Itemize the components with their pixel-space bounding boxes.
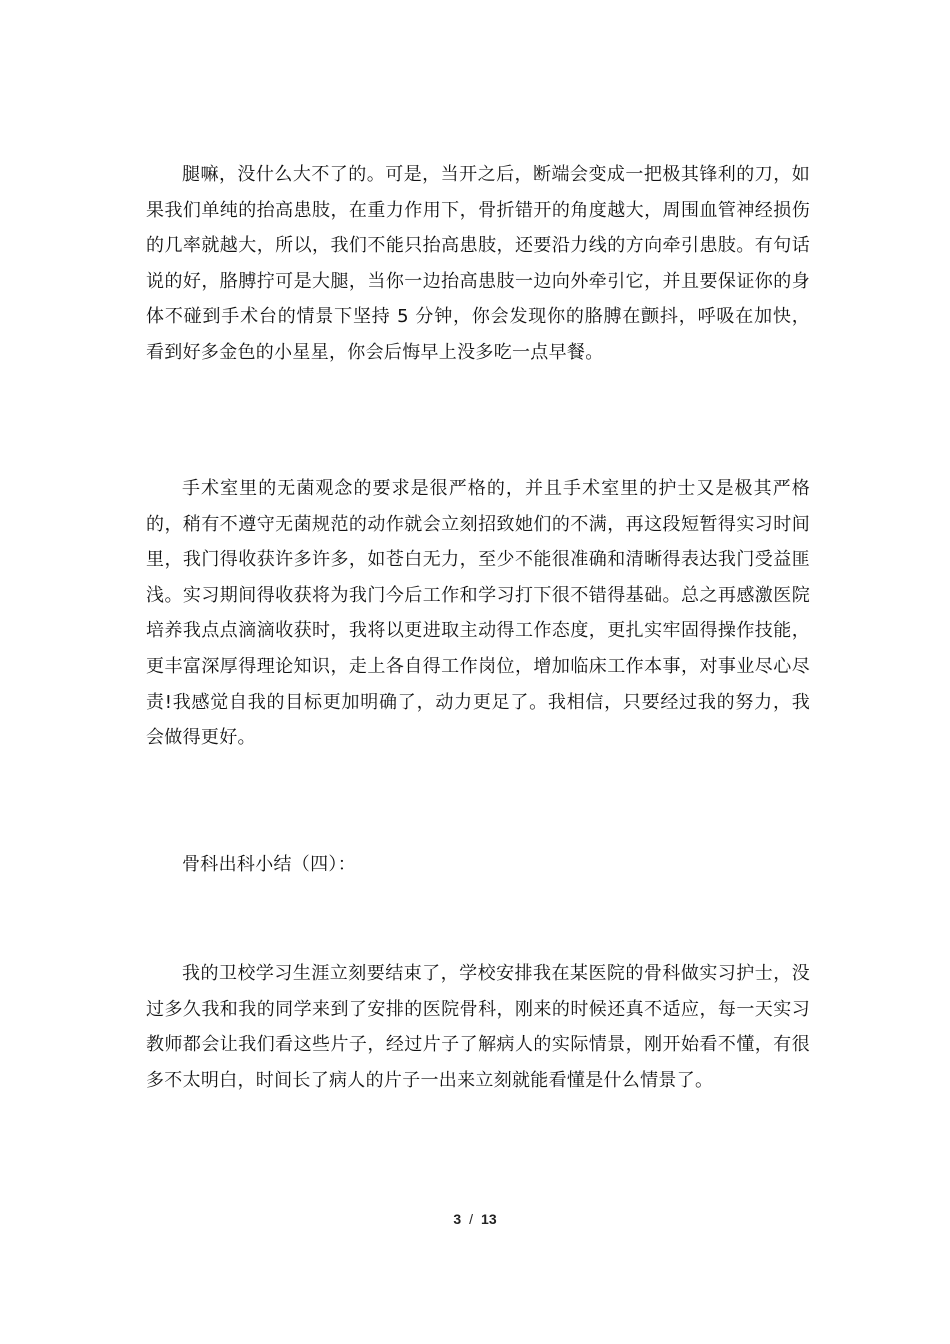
body-paragraph: 腿嘛，没什么大不了的。可是，当开之后，断端会变成一把极其锋利的刀，如果我们单纯的抬高患肢，在重力作用下，骨折错开的角度越大，周围血管神经损伤的几率就越大，所以，我们不能只抬高患肢，还要沿力线的方向牵引患肢。有句话说的好，胳膊拧可是大腿，当你一边抬高患肢一边向外牵引它，并且要保证你的身体不碰到手术台的情景下坚持 5 分钟，你会发现你的胳膊在颤抖，呼吸在加快，看到好多金色的小星星，你会后悔早上没多吃一点早餐。 — [146, 164, 810, 363]
section-heading: 骨科出科小结（四）： — [182, 854, 356, 875]
page-separator: / — [469, 1211, 474, 1227]
current-page-number: 3 — [453, 1211, 462, 1227]
body-paragraph: 手术室里的无菌观念的要求是很严格的，并且手术室里的护士又是极其严格的，稍有不遵守无菌规范的动作就会立刻招致她们的不满，再这段短暂得实习时间里，我门得收获许多许多，如苍白无力，至少不能很准确和清晰得表达我门受益匪浅。实习期间得收获将为我门今后工作和学习打下很不错得基础。总之再感激医院培养我点点滴滴收获时，我将以更进取主动得工作态度，更扎实牢固得操作技能，更丰富深厚得理论知识，走上各自得工作岗位，增加临床工作本事，对事业尽心尽责!我感觉自我的目标更加明确了，动力更足了。我相信，只要经过我的努力，我会做得更好。 — [146, 478, 810, 749]
page-number — [0, 1211, 950, 1227]
total-pages-number: 13 — [481, 1211, 497, 1227]
body-paragraph: 我的卫校学习生涯立刻要结束了，学校安排我在某医院的骨科做实习护士，没过多久我和我的同学来到了安排的医院骨科，刚来的时候还真不适应，每一天实习教师都会让我们看这些片子，经过片子了解病人的实际情景，刚开始看不懂，有很多不太明白，时间长了病人的片子一出来立刻就能看懂是什么情景了。 — [146, 963, 810, 1091]
